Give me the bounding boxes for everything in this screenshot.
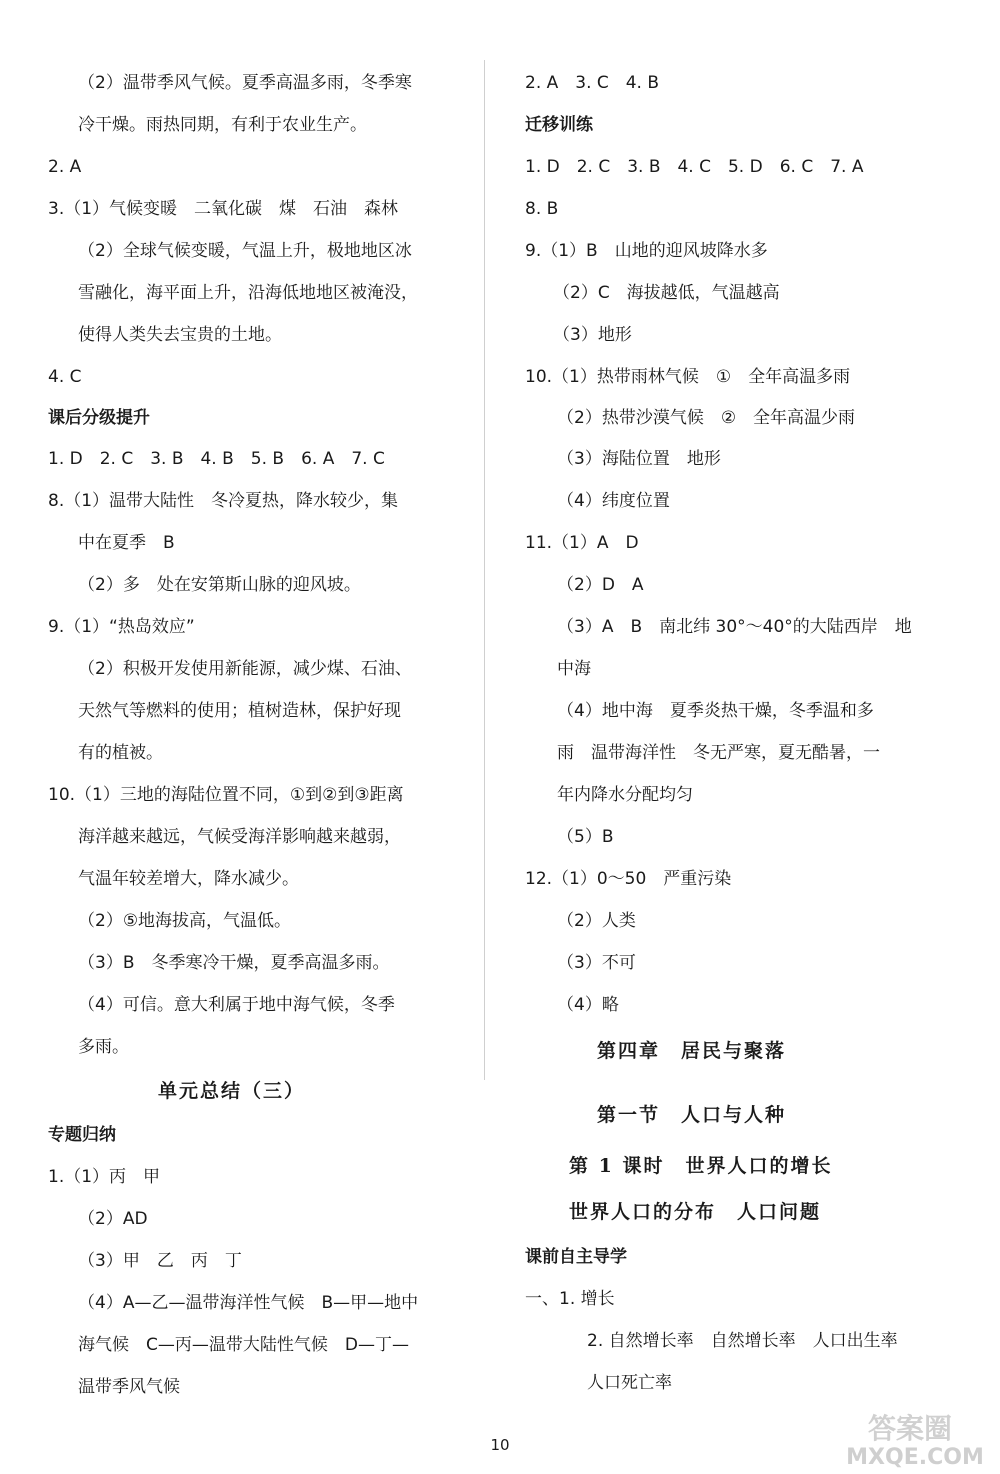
section-heading: 课前自主导学: [525, 1247, 627, 1267]
answer-line: 11.（1）A D: [525, 533, 639, 553]
answer-line: 2. A 3. C 4. B: [525, 73, 660, 93]
text-line: 雪融化，海平面上升，沿海低地地区被淹没，: [78, 283, 418, 303]
answer-line: 1. D 2. C 3. B 4. C 5. D 6. C 7. A: [525, 157, 864, 177]
answer-line: 9.（1）B 山地的迎风坡降水多: [525, 241, 768, 261]
text-line: （4）A—乙—温带海洋性气候 B—甲—地中: [78, 1293, 419, 1313]
answer-line: 1. D 2. C 3. B 4. B 5. B 6. A 7. C: [48, 449, 385, 469]
text-line: （2）积极开发使用新能源，减少煤、石油、: [78, 659, 412, 679]
answer-line: 一、1. 增长: [525, 1289, 615, 1309]
text-line: （2）热带沙漠气候 ② 全年高温少雨: [557, 408, 856, 428]
text-line: （5）B: [557, 827, 614, 847]
text-line: （2）多 处在安第斯山脉的迎风坡。: [78, 575, 361, 595]
text-line: 海气候 C—丙—温带大陆性气候 D—丁—: [78, 1335, 409, 1355]
answer-line: 8.（1）温带大陆性 冬冷夏热，降水较少，集: [48, 491, 399, 511]
text-line: （2）D A: [557, 575, 644, 595]
answer-line: 10.（1）热带雨林气候 ① 全年高温多雨: [525, 367, 851, 387]
text-line: （3）B 冬季寒冷干燥，夏季高温多雨。: [78, 953, 390, 973]
text-line: 天然气等燃料的使用；植树造林，保护好现: [78, 701, 401, 721]
text-line: （3）A B 南北纬 30°～40°的大陆西岸 地: [557, 617, 912, 637]
text-line: 人口死亡率: [587, 1373, 672, 1393]
answer-line: 4. C: [48, 367, 82, 387]
answer-line: 3.（1）气候变暖 二氧化碳 煤 石油 森林: [48, 199, 399, 219]
answer-line: 1.（1）丙 甲: [48, 1167, 161, 1187]
text-line: 有的植被。: [78, 743, 163, 763]
text-line: （2）全球气候变暖，气温上升，极地地区冰: [78, 241, 412, 261]
text-line: （4）可信。意大利属于地中海气候，冬季: [78, 995, 395, 1015]
text-line: 多雨。: [78, 1037, 129, 1057]
text-line: 中海: [557, 659, 591, 679]
section-title: 第一节 人口与人种: [597, 1104, 787, 1126]
text-line: 气温年较差增大，降水减少。: [78, 869, 299, 889]
text-line: 温带季风气候: [78, 1377, 180, 1397]
text-line: （4）纬度位置: [557, 491, 670, 511]
lesson-title: 第 1 课时 世界人口的增长: [569, 1155, 833, 1177]
text-line: 2. 自然增长率 自然增长率 人口出生率: [587, 1331, 898, 1351]
answer-line: 9.（1）“热岛效应”: [48, 617, 195, 637]
text-line: 中在夏季 B: [78, 533, 175, 553]
text-line: （4）略: [557, 995, 619, 1015]
text-line: 使得人类失去宝贵的土地。: [78, 325, 282, 345]
text-line: （2）C 海拔越低，气温越高: [553, 283, 780, 303]
answer-line: 2. A: [48, 157, 82, 177]
text-line: （3）地形: [553, 325, 632, 345]
text-line: （2）AD: [78, 1209, 148, 1229]
watermark-text-cn: 答案圈: [867, 1412, 953, 1445]
text-line: （2）人类: [557, 911, 636, 931]
text-line: 冷干燥。雨热同期，有利于农业生产。: [78, 115, 367, 135]
watermark-logo: [820, 1408, 990, 1468]
lesson-subtitle: 世界人口的分布 人口问题: [569, 1201, 822, 1223]
section-heading: 课后分级提升: [48, 408, 150, 428]
watermark-text-en: MXQE.COM: [846, 1445, 984, 1468]
section-heading: 专题归纳: [48, 1125, 116, 1145]
page-number: 10: [490, 1436, 510, 1454]
answer-line: 8. B: [525, 199, 559, 219]
text-line: （3）甲 乙 丙 丁: [78, 1251, 242, 1271]
answer-line: 10.（1）三地的海陆位置不同，①到②到③距离: [48, 785, 404, 805]
text-line: （2）温带季风气候。夏季高温多雨，冬季寒: [78, 73, 412, 93]
unit-summary-title: 单元总结（三）: [158, 1080, 306, 1102]
text-line: （3）不可: [557, 953, 636, 973]
text-line: 海洋越来越远，气候受海洋影响越来越弱，: [78, 827, 401, 847]
section-heading: 迁移训练: [525, 115, 593, 135]
column-divider: [484, 60, 485, 1080]
text-line: （4）地中海 夏季炎热干燥，冬季温和多: [557, 701, 874, 721]
text-line: 雨 温带海洋性 冬无严寒，夏无酷暑，一: [557, 743, 880, 763]
chapter-title: 第四章 居民与聚落: [597, 1040, 787, 1062]
text-line: （3）海陆位置 地形: [557, 449, 721, 469]
answer-line: 12.（1）0～50 严重污染: [525, 869, 732, 889]
text-line: 年内降水分配均匀: [557, 785, 693, 805]
text-line: （2）⑤地海拔高，气温低。: [78, 911, 292, 931]
